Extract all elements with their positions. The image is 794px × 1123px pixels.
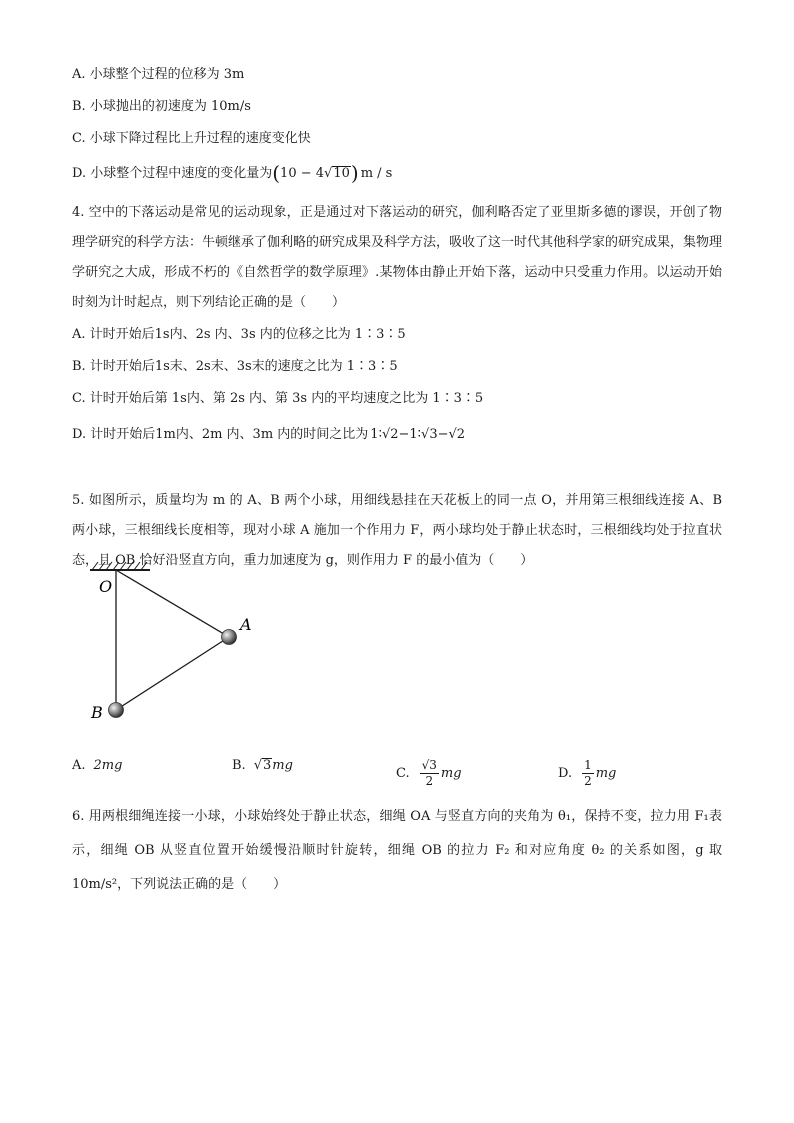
numerator: √3 — [421, 758, 437, 772]
sqrt-sign: √ — [253, 758, 262, 773]
q5-option-c-tail: mg — [440, 766, 462, 781]
q4-option-d — [72, 426, 465, 444]
q4-option-c: C. 计时开始后第 1s内、第 2s 内、第 3s 内的平均速度之比为 1∶3∶5 — [72, 391, 484, 406]
q5-option-d-label: D. — [558, 766, 573, 781]
label-a: A — [240, 615, 252, 634]
q3-option-d-prefix: D. 小球整个过程中速度的变化量为 — [72, 166, 273, 181]
label-o: O — [99, 577, 113, 596]
q3-option-d — [72, 161, 393, 185]
q5-option-d-fraction — [582, 758, 594, 789]
q3-option-d-radicand: 10 — [333, 166, 350, 181]
q5-option-a-label: A. — [72, 758, 86, 773]
denominator: 2 — [584, 774, 592, 788]
q4-option-b: B. 计时开始后1s末、2s末、3s末的速度之比为 1∶3∶5 — [72, 359, 398, 374]
q4-stem: 4. 空中的下落运动是常见的运动现象，正是通过对下落运动的研究，伽利略否定了亚里斯多德的谬误，开创了物理学研究的科学方法：牛顿继承了伽利略的研究成果及科学方法，吸收了这一时代其他科学家的研究成果，集物理学研究之大成，形成不朽的《自然哲学的数学原理》.某物体由静止开始下落，运动中只受重力作用。以运动开始时刻为计时起点，则下列结论正确的是（ ） — [72, 205, 723, 310]
open-paren: ( — [272, 161, 281, 185]
q5-option-b — [232, 758, 293, 773]
q5-option-b-label: B. — [232, 758, 246, 773]
q5-option-c-fraction — [420, 758, 439, 789]
string-oa — [116, 570, 229, 637]
q5-option-d — [558, 758, 616, 789]
ceiling — [90, 562, 150, 570]
q5-option-b-radicand: 3 — [262, 758, 272, 773]
ball-b — [109, 703, 124, 718]
q4-option-d-prefix: D. 计时开始后1m内、2m 内、3m 内的时间之比为 — [72, 427, 369, 442]
q3-option-d-expr: 10 − 4 — [280, 166, 325, 181]
q3-option-d-unit: m / s — [360, 166, 393, 181]
sqrt-sign: √ — [324, 166, 333, 181]
q5-stem: 5. 如图所示，质量均为 m 的 A、B 两个小球，用细线悬挂在天花板上的同一点 O，并用第三根细线连接 A、B 两小球，三根细线长度相等，现对小球 A 施加一个作用力 F，两小球均处于静止状态时，三根细线均处于拉直状态，且 OB 恰好沿竖直方向，重力加速度为 g，则作用力 F 的最小值为（ ） — [72, 493, 722, 568]
q5-option-a-value: 2mg — [93, 758, 123, 773]
q5-option-b-tail: mg — [272, 758, 293, 773]
q6-stem: 6. 用两根细绳连接一小球，小球始终处于静止状态，细绳 OA 与竖直方向的夹角为 θ₁，保持不变，拉力用 F₁表示，细绳 OB 从竖直位置开始缓慢沿顺时针旋转，细绳 OB 的拉力 F₂ 和对应角度 θ₂ 的关系如图，g 取 10m/s²，下列说法正确的是（ ） — [72, 809, 722, 892]
numerator: 1 — [584, 758, 592, 772]
close-paren: ) — [350, 161, 359, 185]
q5-option-d-tail: mg — [595, 766, 617, 781]
q5-figure — [80, 558, 270, 728]
q3-option-b: B. 小球抛出的初速度为 10m/s — [72, 99, 251, 114]
q3-option-c: C. 小球下降过程比上升过程的速度变化快 — [72, 131, 311, 146]
ball-a — [222, 630, 237, 645]
q3-option-a: A. 小球整个过程的位移为 3m — [72, 67, 245, 82]
q4-option-a: A. 计时开始后1s内、2s 内、3s 内的位移之比为 1∶3∶5 — [72, 327, 406, 342]
q4-option-d-ratio: 1∶√2−1∶√3−√2 — [370, 427, 466, 442]
denominator: 2 — [425, 774, 434, 788]
q5-option-c — [396, 758, 462, 789]
q5-option-c-label: C. — [396, 766, 410, 781]
string-ab — [116, 637, 229, 710]
label-b: B — [91, 703, 103, 722]
q5-option-a — [72, 758, 122, 773]
